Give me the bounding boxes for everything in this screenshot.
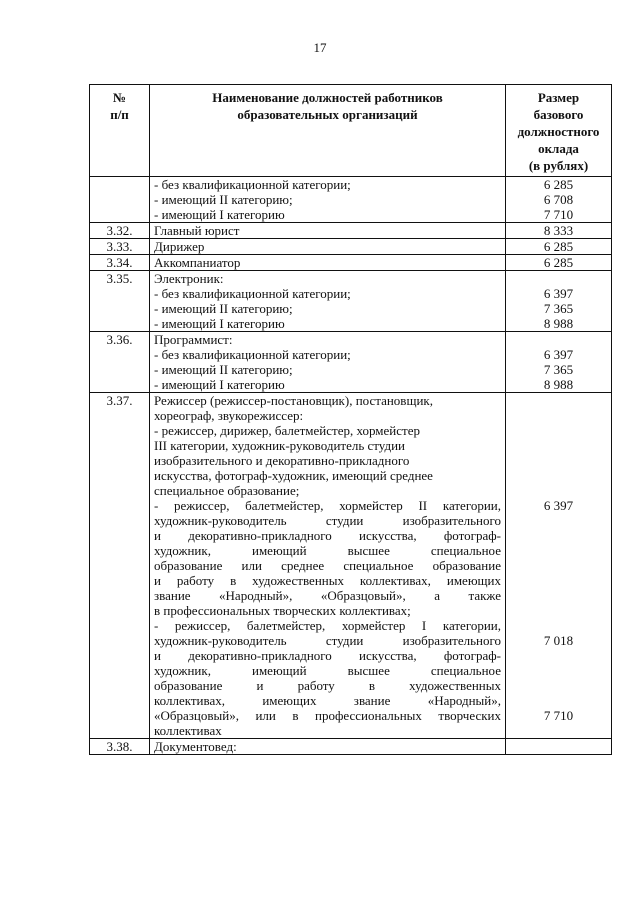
row-name — [150, 393, 506, 739]
header-salary-line: базового — [533, 107, 584, 122]
row-line: - режиссер, дирижер, балетмейстер, хормейстер — [154, 423, 420, 438]
row-line: и декоративно-прикладного искусства, фотограф- — [154, 528, 501, 543]
row-name: Дирижер — [150, 239, 506, 255]
header-position-name — [150, 85, 506, 177]
table-row — [90, 177, 612, 223]
row-line: - режиссер, балетмейстер, хормейстер II категории, — [154, 498, 501, 513]
row-number: 3.34. — [90, 255, 150, 271]
row-number: 3.35. — [90, 271, 150, 332]
header-salary-line: оклада — [538, 141, 579, 156]
row-line: - имеющий I категорию — [154, 207, 285, 222]
row-number: 3.38. — [90, 739, 150, 755]
salary-value: 8 988 — [543, 316, 574, 331]
salary-table — [89, 84, 612, 755]
row-line: специальное образование; — [154, 483, 300, 498]
row-number: 3.32. — [90, 223, 150, 239]
salary-value: 8 988 — [543, 377, 574, 392]
row-salary — [506, 332, 612, 393]
table-row — [90, 223, 612, 239]
row-number: 3.33. — [90, 239, 150, 255]
row-salary: 8 333 — [506, 223, 612, 239]
header-name-line: Наименование должностей работников — [212, 90, 443, 105]
row-line: звание «Народный», «Образцовый», а также — [154, 588, 501, 603]
table-row — [90, 393, 612, 739]
table-row — [90, 739, 612, 755]
row-line: - имеющий II категорию; — [154, 301, 293, 316]
row-line: III категории, художник-руководитель студии — [154, 438, 406, 453]
row-line: искусства, фотограф-художник, имеющий среднее — [154, 468, 433, 483]
salary-value: 6 397 — [543, 347, 574, 362]
row-salary — [506, 739, 612, 755]
row-salary — [506, 393, 612, 739]
row-number: 3.36. — [90, 332, 150, 393]
row-number: 3.37. — [90, 393, 150, 739]
row-title: Программист: — [154, 332, 233, 347]
row-line: изобразительного и декоративно-прикладного — [154, 453, 410, 468]
row-line: художник, имеющий высшее специальное — [154, 543, 501, 558]
row-line: «Образцовый», или в профессиональных творческих — [154, 708, 501, 723]
salary-value: 7 710 — [543, 207, 574, 222]
table-header-row — [90, 85, 612, 177]
row-line: и декоративно-прикладного искусства, фотограф- — [154, 648, 501, 663]
table-row — [90, 271, 612, 332]
header-name-line: образовательных организаций — [237, 107, 418, 122]
row-number — [90, 177, 150, 223]
row-line: коллективах, имеющих звание «Народный», — [154, 693, 501, 708]
row-line: художник-руководитель студии изобразительного — [154, 633, 501, 648]
page-number: 17 — [313, 40, 327, 55]
salary-value: 7 365 — [543, 362, 574, 377]
salary-value: 6 708 — [543, 192, 574, 207]
row-line: - имеющий II категорию; — [154, 362, 293, 377]
salary-value: 6 285 — [543, 177, 574, 192]
header-number — [90, 85, 150, 177]
row-salary: 6 285 — [506, 255, 612, 271]
row-line: художник-руководитель студии изобразительного — [154, 513, 501, 528]
row-line: - без квалификационной категории; — [154, 286, 351, 301]
row-line: образование и работу в художественных — [154, 678, 501, 693]
header-salary-line: Размер — [537, 90, 580, 105]
header-salary — [506, 85, 612, 177]
row-line: - без квалификационной категории; — [154, 177, 351, 192]
row-line: и работу в художественных коллективах, имеющих — [154, 573, 501, 588]
header-salary-line: должностного — [517, 124, 600, 139]
row-name — [150, 271, 506, 332]
header-number-line: № — [112, 90, 127, 105]
salary-value: 7 365 — [543, 301, 574, 316]
row-line: - имеющий I категорию — [154, 316, 285, 331]
row-line: - без квалификационной категории; — [154, 347, 351, 362]
row-line: - имеющий II категорию; — [154, 192, 293, 207]
row-salary: 6 285 — [506, 239, 612, 255]
table-row — [90, 239, 612, 255]
salary-value: 7 018 — [543, 633, 574, 648]
row-salary — [506, 177, 612, 223]
row-name: Документовед: — [150, 739, 506, 755]
row-name — [150, 177, 506, 223]
row-line: образование или среднее специальное образование — [154, 558, 501, 573]
row-line: в профессиональных творческих коллективах; — [154, 603, 411, 618]
header-number-line: п/п — [110, 107, 129, 122]
table-row — [90, 255, 612, 271]
row-salary — [506, 271, 612, 332]
row-line: художник, имеющий высшее специальное — [154, 663, 501, 678]
row-line: - имеющий I категорию — [154, 377, 285, 392]
header-salary-line: (в рублях) — [528, 158, 589, 173]
salary-value: 6 397 — [543, 286, 574, 301]
salary-value: 7 710 — [543, 708, 574, 723]
row-line: Режиссер (режиссер-постановщик), постановщик, — [154, 393, 433, 408]
row-line: хореограф, звукорежиссер: — [154, 408, 304, 423]
row-name: Главный юрист — [150, 223, 506, 239]
row-title: Электроник: — [154, 271, 224, 286]
table-row — [90, 332, 612, 393]
row-name — [150, 332, 506, 393]
row-line: - режиссер, балетмейстер, хормейстер I категории, — [154, 618, 501, 633]
salary-value: 6 397 — [543, 498, 574, 513]
row-line: коллективах — [154, 723, 222, 738]
row-name: Аккомпаниатор — [150, 255, 506, 271]
